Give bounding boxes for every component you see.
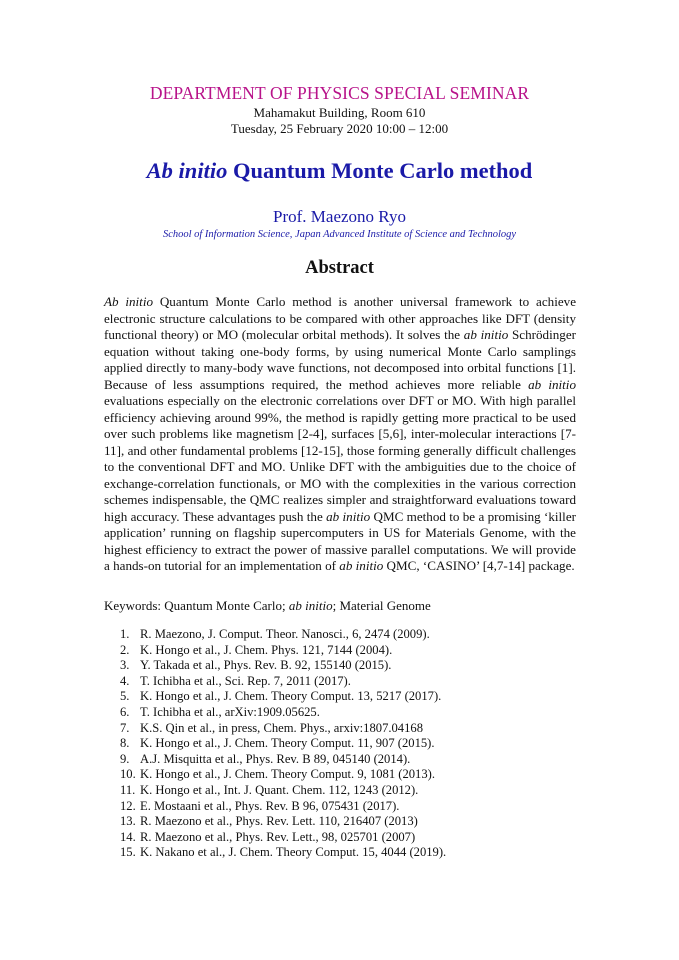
reference-item [120,705,580,721]
reference-text: K. Nakano et al., J. Chem. Theory Comput. 15, 4044 (2019). [140,845,447,860]
abstract-text: Quantum Monte Carlo method is another universal framework to achieve electronic structure calculations to be compared with other approaches like DFT (density functional theory) or MO (molecular orbital methods). It solves the [104,294,577,342]
reference-text: T. Ichibha et al., arXiv:1909.05625. [140,704,320,719]
abstract-text: evaluations especially on the electronic correlations over DFT or MO. With high parallel efficiency achieving around 99%, the method is rapidly getting more practical to be used over such problems like magnetism [2-4], surfaces [5,6], inter-molecular interactions [7-11], and other fundamental problems [12-15], those forming generally difficult challenges to the conventional DFT and MO. Unlike DFT with the ambiguities due to the choice of exchange-correlation functionals, or MO with the complexities in the various correction schemes indispensable, the QMC realizes simpler and straightforward evaluations toward high accuracy. These advantages push the [104,393,576,524]
reference-text: K. Hongo et al., J. Chem. Theory Comput. 13, 5217 (2017). [140,689,442,704]
reference-item [120,752,580,768]
reference-item [120,767,580,783]
keywords-suffix: ; Material Genome [332,598,431,613]
seminar-location: Mahamakut Building, Room 610 [253,105,426,120]
abstract-body [104,294,576,575]
reference-number: 14. [120,829,136,844]
keywords-prefix: Keywords: Quantum Monte Carlo; [104,598,289,613]
reference-item [120,627,580,643]
reference-number: 7. [120,720,130,735]
reference-item [120,783,580,799]
abstract-text: Schrödinger equation without taking one-body forms, by using numerical Monte Carlo samplings applied directly to many-body wave functions, not decomposed into orbital functions [1]. Because of less assumptions required, the method achieves more reliable [104,327,576,392]
reference-text: R. Maezono et al., Phys. Rev. Lett., 98, 025701 (2007) [140,829,416,844]
abstract-italic-term: ab initio [339,558,384,573]
reference-item [120,721,580,737]
abstract-heading: Abstract [305,258,374,278]
abstract-text: QMC method to be a promising ‘killer application’ running on flagship supercomputers in US for Materials Genome, with the highest efficiency to extract the power of massive parallel computations. We will provide a hands-on tutorial for an implementation of [104,508,576,573]
reference-list [120,627,580,861]
reference-text: R. Maezono et al., Phys. Rev. Lett. 110, 216407 (2013) [140,814,418,829]
reference-item [120,674,580,690]
talk-title-italic: Ab initio [146,158,228,183]
reference-number: 12. [120,798,136,813]
abstract-italic-term: ab initio [463,327,509,342]
reference-text: K. Hongo et al., J. Chem. Phys. 121, 7144 (2004). [140,642,393,657]
reference-number: 15. [120,845,136,860]
reference-text: E. Mostaani et al., Phys. Rev. B 96, 075431 (2017). [140,798,400,813]
reference-text: R. Maezono, J. Comput. Theor. Nanosci., 6, 2474 (2009). [140,627,430,641]
abstract-italic-term: ab initio [326,508,371,524]
reference-item [120,658,580,674]
speaker-name: Prof. Maezono Ryo [273,207,406,226]
reference-item [120,799,580,815]
reference-text: K. Hongo et al., J. Chem. Theory Comput. 11, 907 (2015). [140,736,435,751]
abstract-italic-term: ab initio [528,376,576,392]
reference-number: 11. [120,782,136,797]
reference-number: 13. [120,814,136,829]
abstract-italic-term: Ab initio [104,294,154,309]
seminar-datetime: Tuesday, 25 February 2020 10:00 – 12:00 [230,121,449,136]
reference-number: 4. [120,673,130,688]
reference-number: 1. [120,627,130,641]
reference-item [120,830,580,846]
reference-item [120,814,580,830]
reference-text: Y. Takada et al., Phys. Rev. B. 92, 155140 (2015). [140,658,392,673]
reference-item [120,845,580,861]
reference-number: 10. [120,767,136,782]
talk-title-rest: Quantum Monte Carlo method [227,158,533,183]
keywords-line [104,598,576,614]
reference-number: 8. [120,736,130,751]
reference-text: K.S. Qin et al., in press, Chem. Phys., arxiv:1807.04168 [140,720,423,735]
seminar-venue [0,105,679,137]
reference-number: 3. [120,658,130,673]
talk-title [0,158,679,184]
reference-item [120,689,580,705]
speaker-affiliation: School of Information Science, Japan Advanced Institute of Science and Technology [162,229,517,240]
department-heading: DEPARTMENT OF PHYSICS SPECIAL SEMINAR [149,83,530,103]
reference-text: K. Hongo et al., J. Chem. Theory Comput. 9, 1081 (2013). [140,767,435,782]
reference-item [120,736,580,752]
reference-text: T. Ichibha et al., Sci. Rep. 7, 2011 (2017). [140,673,351,688]
reference-item [120,643,580,659]
reference-number: 9. [120,751,130,766]
reference-number: 2. [120,642,130,657]
reference-text: K. Hongo et al., Int. J. Quant. Chem. 112, 1243 (2012). [140,782,419,797]
reference-number: 5. [120,689,130,704]
reference-number: 6. [120,704,130,719]
abstract-text: QMC, ‘CASINO’ [4,7-14] package. [383,558,575,573]
reference-text: A.J. Misquitta et al., Phys. Rev. B 89, 045140 (2014). [140,751,411,766]
keywords-italic: ab initio [288,598,333,613]
